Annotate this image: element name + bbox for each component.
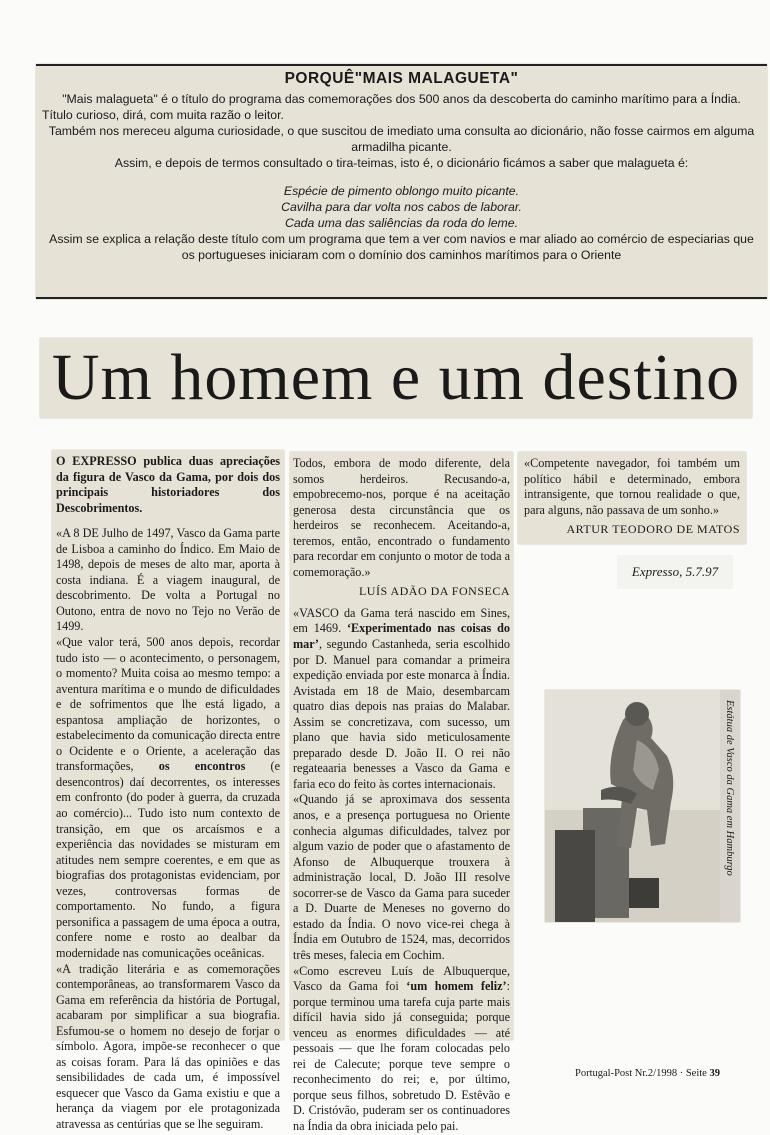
bold-run: os encontros: [158, 759, 246, 774]
statue-photo: [545, 690, 740, 922]
photo-caption: [723, 700, 737, 912]
definition-line: Espécie de pimento oblongo muito picante.: [283, 184, 520, 198]
photo-caption-text: Estátua de Vasco da Gama em Hamburgo: [724, 700, 735, 876]
paragraph: «A 8 DE Julho de 1497, Vasco da Gama parte de Lisboa a caminho do Índico. Em Maio de 1498, depois de meses de alto mar, aporta à costa indiana. É a viagem inaugural, de descobrimento. De volta a Portugal no Outono, entra de novo no Tejo no Verão de 1499.: [56, 526, 280, 634]
definition-line: Cavilha para dar volta nos cabos de laborar.: [281, 200, 522, 214]
paragraph: «Competente navegador, foi também um político hábil e determinado, embora intransigente, que tornou realidade o que, para alguns, não passava de um sonho.»: [524, 456, 740, 517]
text-run: «VASCO da Gama terá nascido em Sines, em 1469.: [293, 605, 510, 636]
box-heading: PORQUÊ"MAIS MALAGUETA": [284, 70, 519, 87]
text-run: «Como escreveu Luís de Albuquerque, Vasco da Gama foi: [293, 963, 510, 994]
column-3: [518, 452, 746, 544]
text-run: (e desencontros) daí decorrentes, os interesses em confronto (do poder à guerra, da cruzada ao comércio)... Tudo isto num contexto de transição, em que os arcaísmos e a experiência das novidades se misturam em atitudes nem sempre coerentes, e em que as biografias dos protagonistas evidenciam, por vezes, controversas formas de comportamento. No fundo, a figura personifica a passagem de uma época a outra, confere nome e rosto ao dealbar da modernidade nas comunicações oceânicas.: [56, 759, 281, 960]
text-run: , segundo Castanheda, seria escolhido por D. Manuel para comandar a primeira expedição enviada por este monarca à Índia. Avistada em 18 de Maio, desembarcam quatro dias depois nas praias do Malabar. Assim se concretizava, com sucesso, um plano que havia sido meticulosamente preparado desde D. João II. O rei não regateaaria benesses a Vasco da Gama e faria eco do feito às cortes internacionais.: [293, 637, 510, 791]
author-signature: LUÍS ADÃO DA FONSECA: [358, 584, 510, 599]
page-number: 39: [709, 1068, 720, 1079]
paragraph: «Quando já se aproximava dos sessenta anos, e a presença portuguesa no Oriente conhecia algumas dificuldades, talvez por algum vazio de poder que o afastamento de Afonso de Albuquerque trouxera à administração local, D. João III resolve socorrer-se de Vasco da Gama para suceder a D. Duarte de Meneses no governo do estado da Índia. O novo vice-rei chega à Índia em Outubro de 1524, mas, decorridos três meses, falecia em Cochim.: [293, 792, 510, 962]
lead-paragraph: O EXPRESSO publica duas apreciações da figura de Vasco da Gama, por dois dos principais historiadores dos Descobrimentos.: [56, 454, 280, 515]
box-line: Assim se explica a relação deste título com um programa que tem a ver com navios e mar aliado ao comércio de especiarias que os portugueses iniciaram com o domínio dos caminhos marítimos para o Oriente: [49, 232, 754, 262]
box-line: Assim, e depois de termos consultado o tira-teimas, isto é, o dicionário ficámos a saber que malagueta é:: [114, 156, 689, 170]
box-line: Também nos mereceu alguma curiosidade, o que suscitou de imediato uma consulta ao dicionário, não fosse cairmos em alguma armadilha picante.: [48, 124, 755, 154]
paragraph: [293, 606, 510, 793]
bold-run: ‘Experimentado nas coisas do mar’: [293, 621, 510, 652]
definition-line: Cada uma das saliências da roda do leme.: [284, 216, 519, 230]
statue-image: [545, 690, 720, 922]
bold-run: ‘um homem feliz’: [406, 979, 507, 994]
paragraph: Todos, embora de modo diferente, dela somos herdeiros. Recusando-a, empobrecemo-nos, porque é na aceitação generosa desta circunstância que os herdeiros se reconhecem. Aceitando-a, teremos, então, encontrado o fundamento para recordar em conjunto o motor de toda a comemoração.»: [293, 456, 510, 579]
page-footer: [575, 1068, 720, 1079]
column-2: [290, 452, 513, 1133]
box-line: Título curioso, dirá, com muita razão o leitor.: [42, 108, 284, 122]
box-line: "Mais malagueta" é o título do programa das comemorações dos 500 anos da descoberta do caminho marítimo para a Índia.: [62, 92, 741, 106]
text-run: : porque terminou uma tarefa cuja parte mais difícil havia sido já conseguida; porque venceu as enormes dificuldades — até pessoais — que lhe foram colocadas pelo rei de Calecute; porque teve sempre o reconhecimento do rei; e, por último, porque seus filhos, sobretudo D. Estêvão e D. Cristóvão, puderam ser os continuadores na Índia da obra iniciada pelo pai.: [293, 979, 510, 1133]
malagueta-box: [36, 64, 767, 299]
text-run: «Que valor terá, 500 anos depois, recordar tudo isto — o acontecimento, o personagem, o momento? Muita coisa ao mesmo tempo: a aventura marítima e o mundo de dificuldades e de sofrimentos que lhe está ligado, a espantosa ampliação de horizontes, o estabelecimento da comunicação directa entre o Ocidente e o Oriente, a aceleração das transformações,: [56, 635, 280, 774]
paragraph: [56, 635, 280, 961]
column-1: [52, 450, 284, 1131]
paragraph: «A tradição literária e as comemorações contemporâneas, ao transformarem Vasco da Gama em referência da história de Portugal, acabaram por simplificar a sua biografia. Esfumou-se o homem no desejo de forjar o símbolo. Agora, impõe-se reconhecer o que as coisas foram. Para lá das opiniões e das sensibilidades de cada um, é impossível esquecer que Vasco da Gama existiu e que a herança da viagem por ele protagonizada atravessa as centúrias que se lhe seguiram.: [56, 961, 280, 1131]
author-signature: ARTUR TEODORO DE MATOS: [566, 522, 740, 537]
footer-text: Portugal-Post Nr.2/1998 · Seite: [575, 1068, 710, 1079]
headline: Um homem e um destino: [51, 341, 741, 414]
source-label: Expresso, 5.7.97: [617, 555, 733, 589]
headline-clip: [40, 338, 752, 418]
